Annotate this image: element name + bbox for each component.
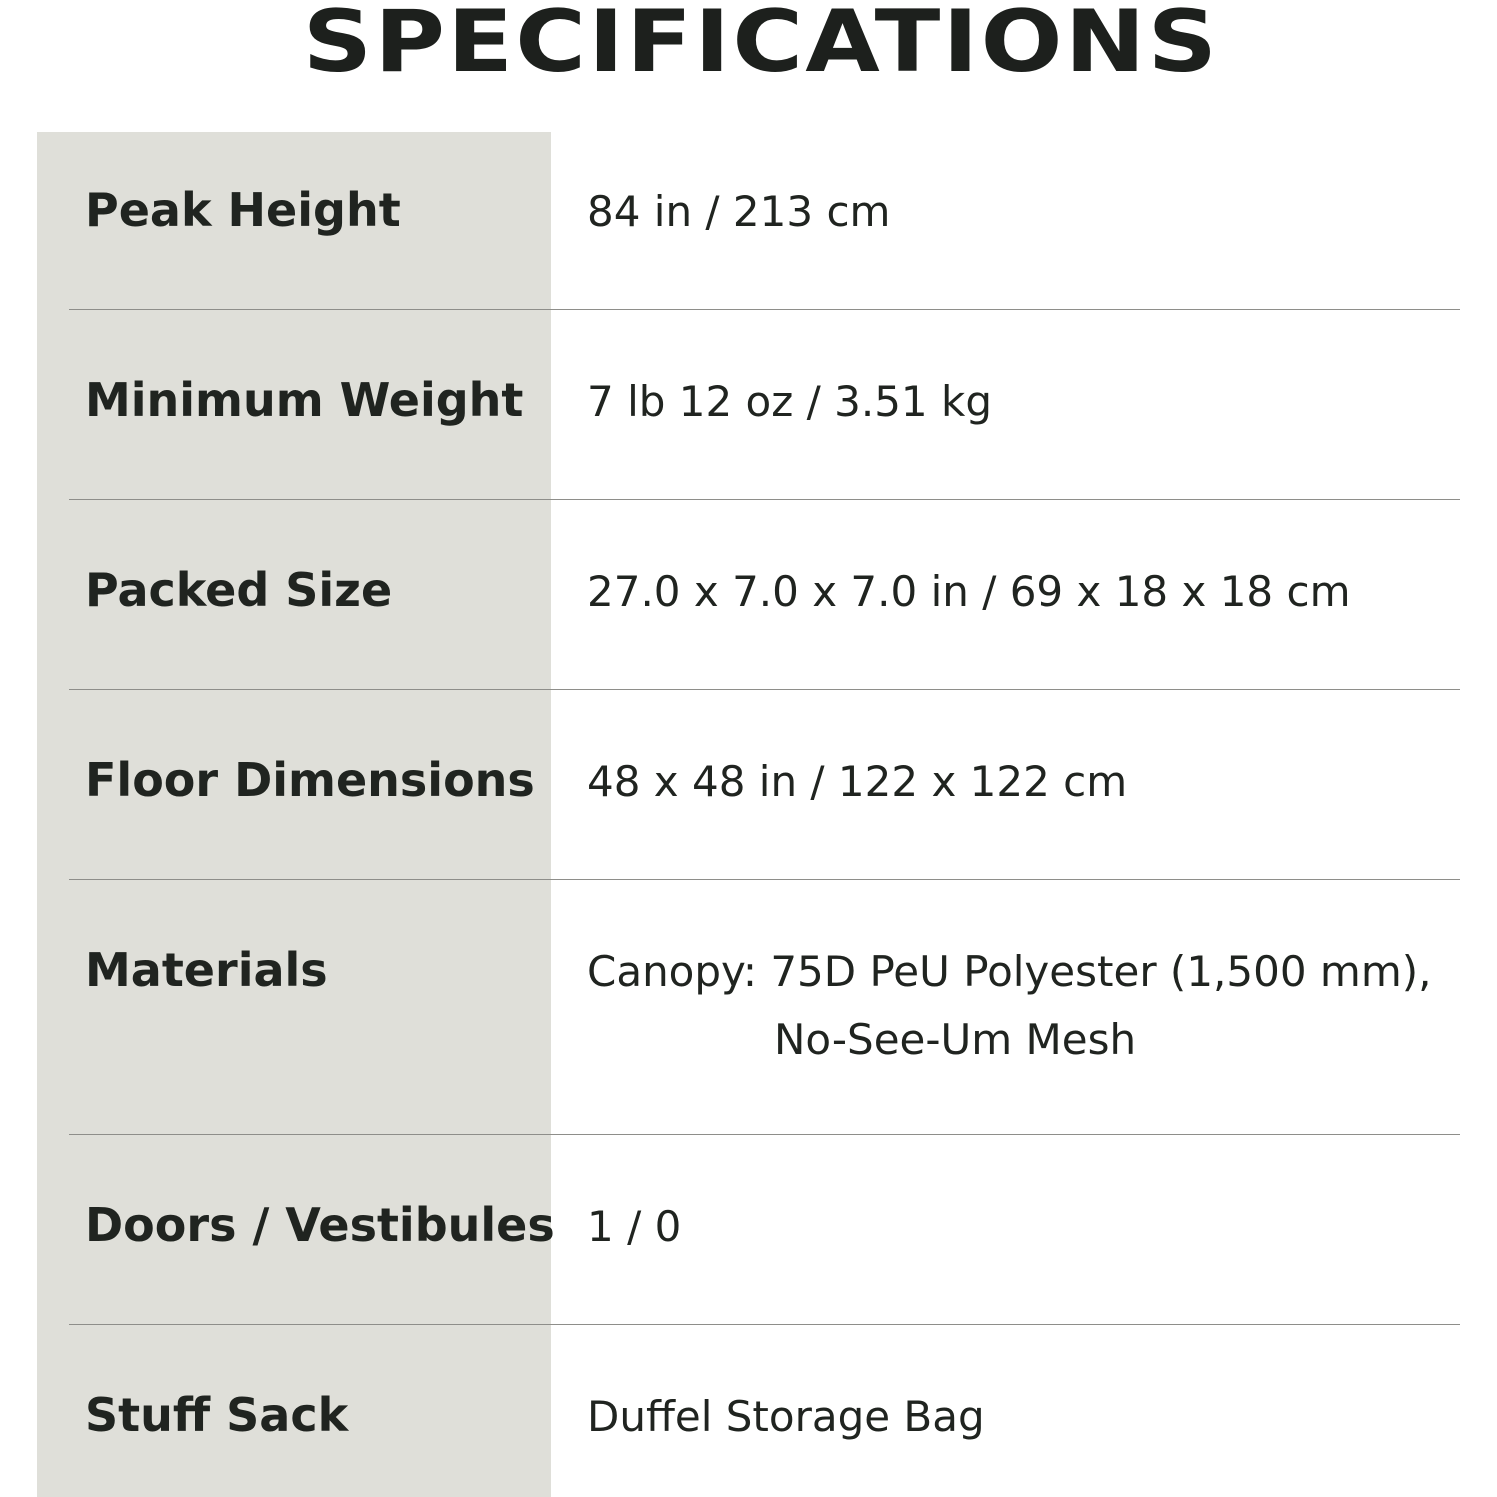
spec-label: Peak Height: [85, 183, 401, 237]
spec-label: Packed Size: [85, 563, 393, 617]
spec-value: Duffel Storage Bag: [587, 1392, 985, 1441]
spec-value: 48 x 48 in / 122 x 122 cm: [587, 757, 1128, 806]
spec-label: Doors / Vestibules: [85, 1198, 555, 1252]
spec-value-line-2: No-See-Um Mesh: [774, 1015, 1137, 1064]
spec-row-peak-height: [0, 132, 1497, 310]
spec-label: Minimum Weight: [85, 373, 524, 427]
page-title: SPECIFICATIONS: [302, 0, 1220, 92]
spec-row-packed-size: [0, 500, 1497, 690]
spec-value: 7 lb 12 oz / 3.51 kg: [587, 377, 992, 426]
spec-value: 1 / 0: [587, 1202, 682, 1251]
spec-label: Materials: [85, 943, 328, 997]
spec-row-minimum-weight: [0, 310, 1497, 500]
spec-label: Stuff Sack: [85, 1388, 349, 1442]
spec-row-floor-dimensions: [0, 690, 1497, 880]
spec-value-multiline: [587, 938, 1431, 1074]
spec-row-materials: [0, 880, 1497, 1135]
spec-label: Floor Dimensions: [85, 753, 535, 807]
spec-row-doors-vestibules: [0, 1135, 1497, 1325]
spec-value: 27.0 x 7.0 x 7.0 in / 69 x 18 x 18 cm: [587, 567, 1351, 616]
spec-row-stuff-sack: [0, 1325, 1497, 1497]
specifications-table: [0, 132, 1497, 1497]
spec-value: 84 in / 213 cm: [587, 187, 891, 236]
spec-value-line-1: Canopy: 75D PeU Polyester (1,500 mm),: [587, 947, 1432, 996]
